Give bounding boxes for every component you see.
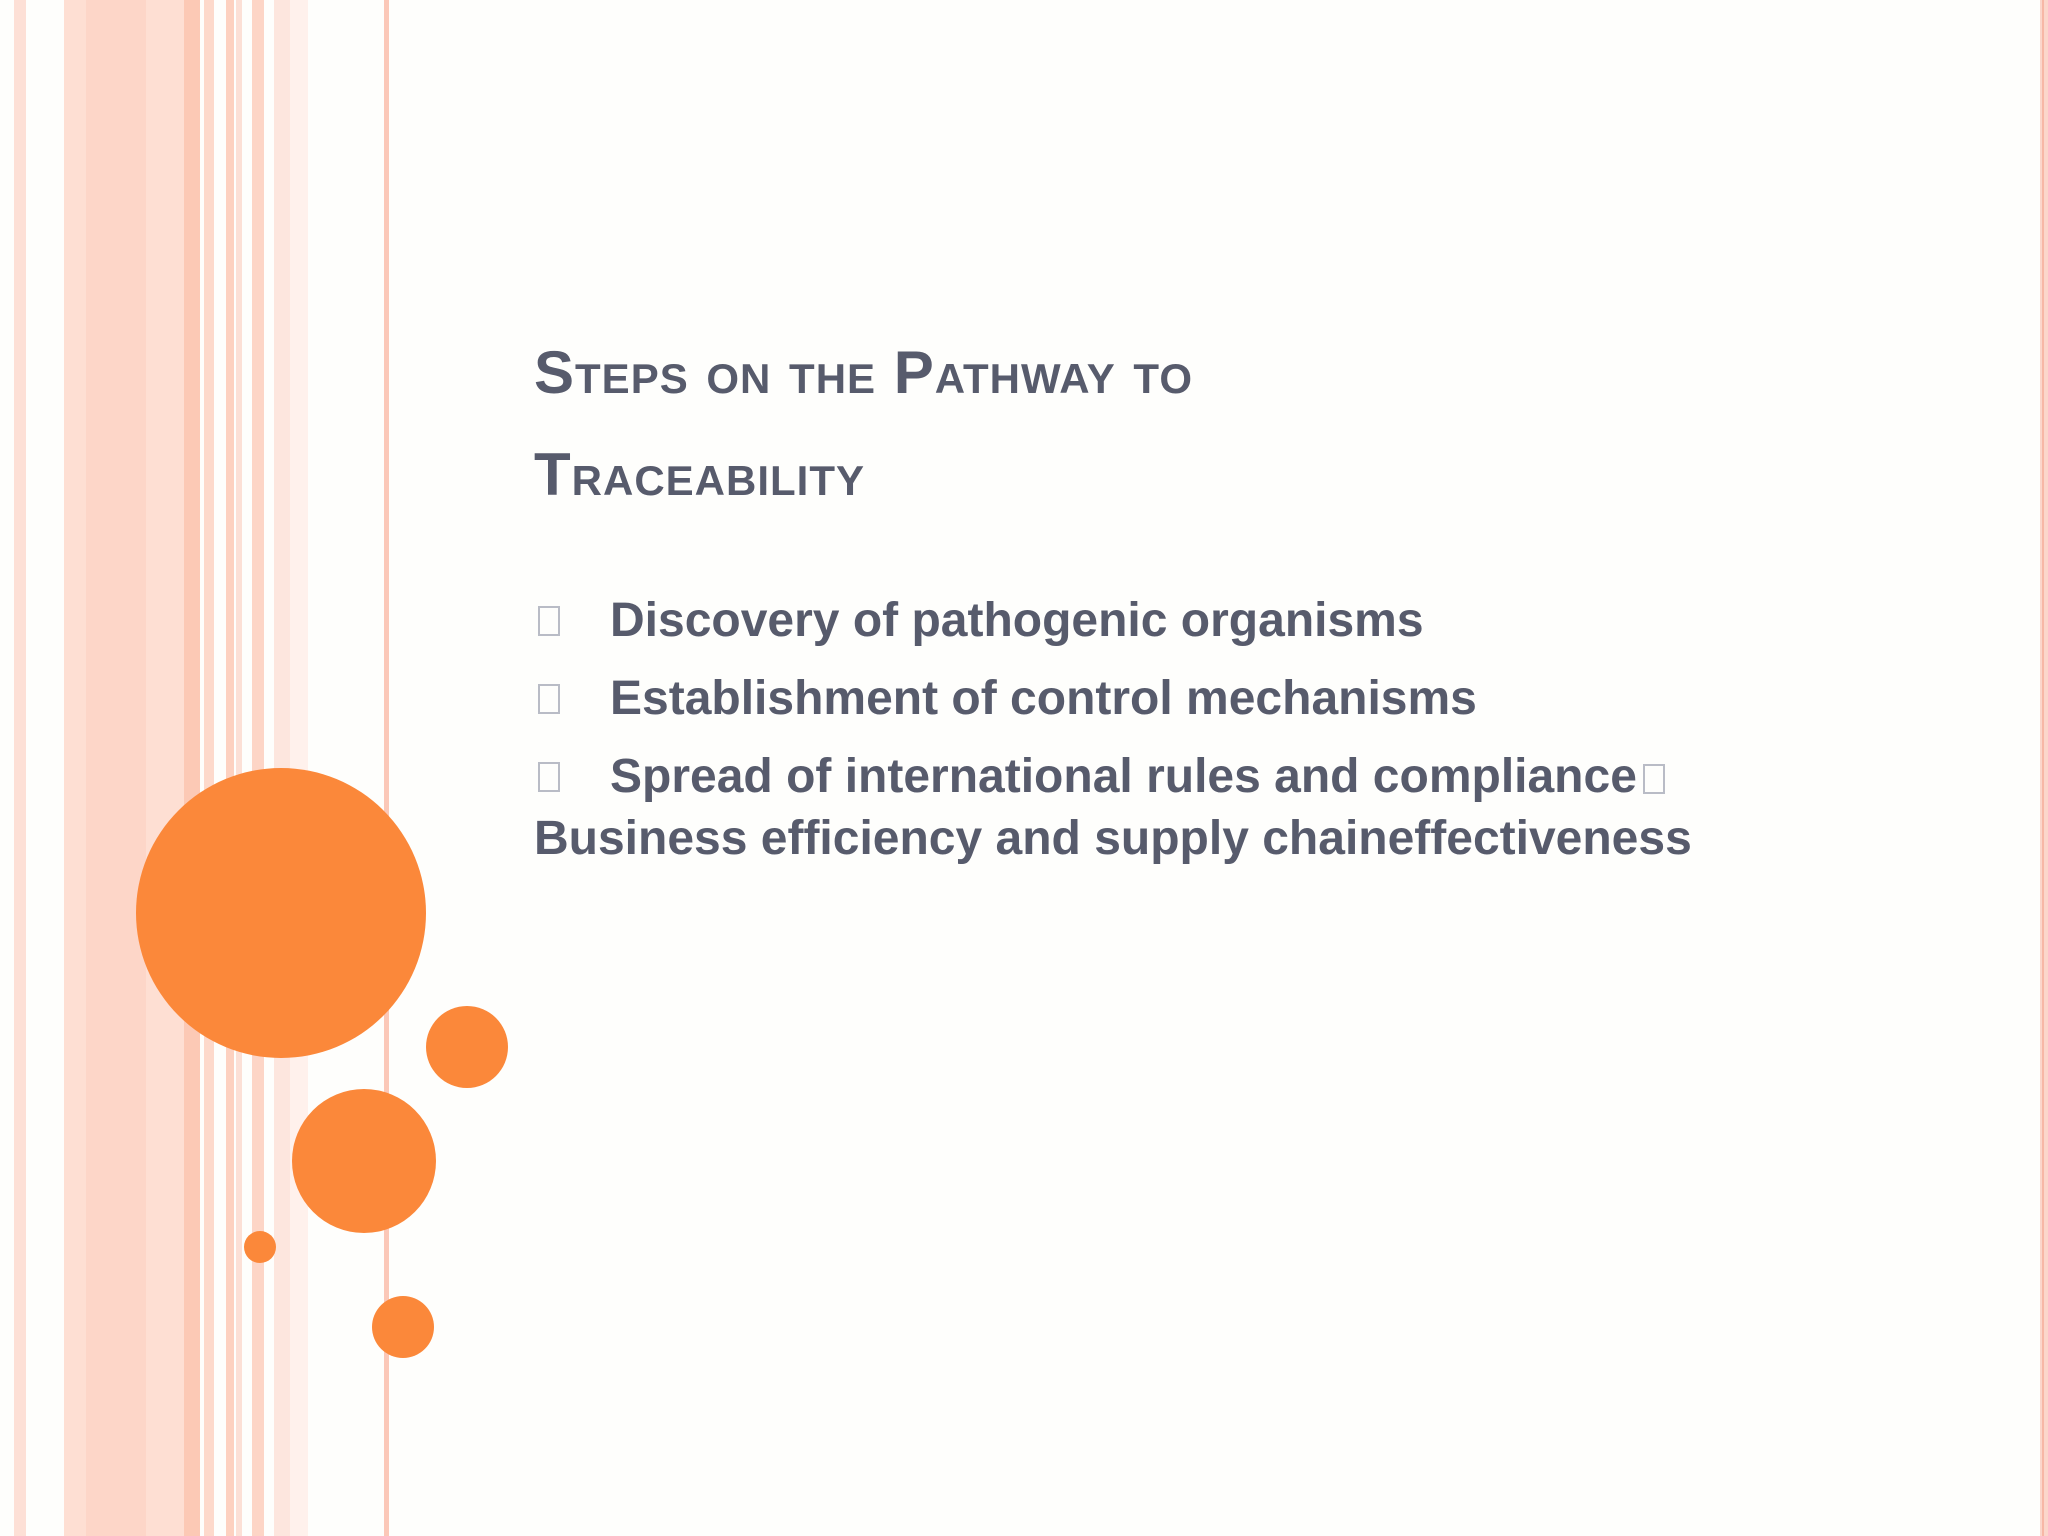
bullet-text: Spread of international rules and compliance: [610, 750, 1637, 803]
bullet-continuation: Business efficiency and supply chaineffectiveness: [534, 812, 1692, 865]
empty-box-icon: [1643, 764, 1665, 794]
circle-small-medium: [372, 1296, 434, 1358]
circle-large: [136, 768, 426, 1058]
empty-box-icon: [538, 762, 560, 792]
empty-box-icon: [538, 684, 560, 714]
bullet-item: [534, 590, 1994, 652]
title-line-1: Steps on the Pathway to: [534, 339, 1193, 406]
circle-small: [244, 1231, 276, 1263]
right-edge-border: [2040, 0, 2048, 1536]
bullet-item: [534, 746, 1994, 808]
empty-box-icon: [538, 606, 560, 636]
bullet-text: Establishment of control mechanisms: [610, 672, 1477, 725]
bullet-item: [534, 668, 1994, 730]
bullet-list: [534, 590, 1994, 870]
slide-title: [534, 322, 1934, 526]
title-line-2: Traceability: [534, 441, 865, 508]
circle-medium-large: [292, 1089, 436, 1233]
bullet-text: Discovery of pathogenic organisms: [610, 594, 1424, 647]
circle-medium: [426, 1006, 508, 1088]
